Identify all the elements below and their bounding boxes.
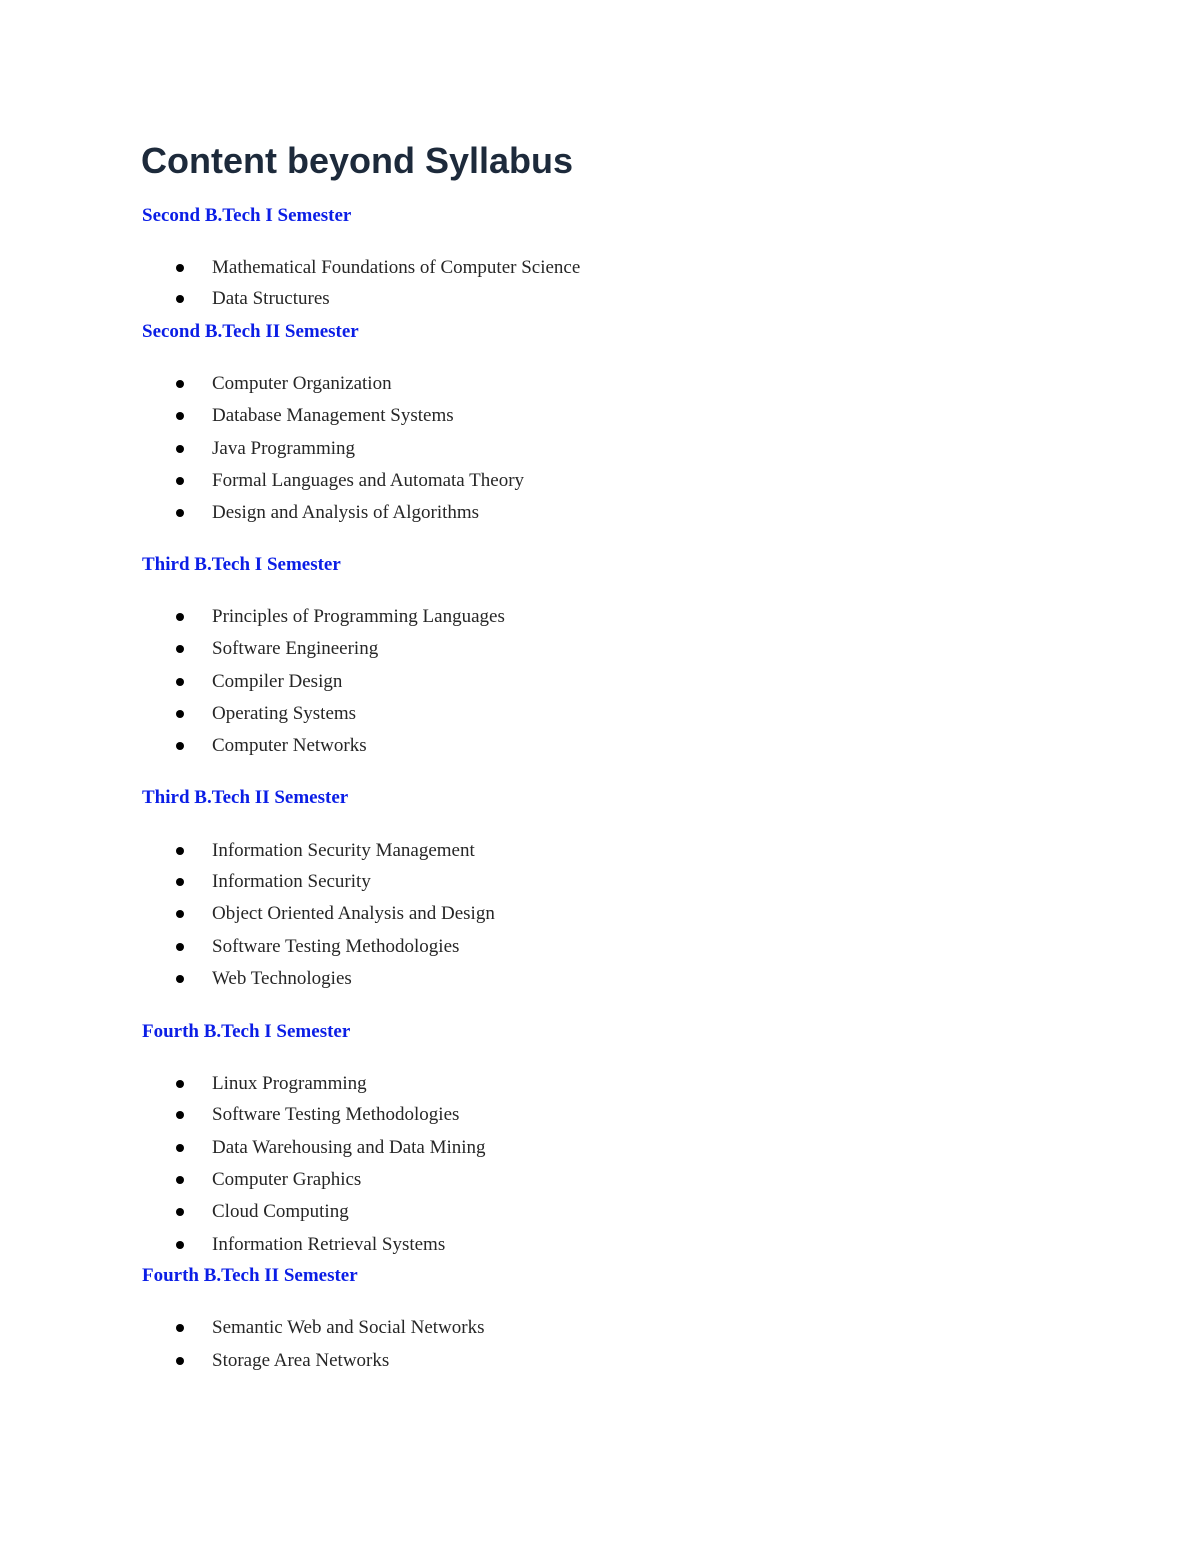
bullet-icon [176, 380, 184, 388]
course-name: Data Warehousing and Data Mining [212, 1137, 486, 1158]
course-name: Computer Networks [212, 735, 367, 756]
section-heading-fourth-btech-2: Fourth B.Tech II Semester [142, 1265, 358, 1286]
course-name: Database Management Systems [212, 405, 454, 426]
bullet-icon [176, 1324, 184, 1332]
course-name: Web Technologies [212, 968, 352, 989]
course-name: Software Testing Methodologies [212, 936, 460, 957]
section-heading-third-btech-2: Third B.Tech II Semester [142, 787, 349, 808]
section-heading-second-btech-1: Second B.Tech I Semester [142, 205, 352, 226]
course-name: Data Structures [212, 288, 330, 309]
bullet-icon [176, 878, 184, 886]
course-name: Linux Programming [212, 1073, 367, 1094]
course-name: Information Security Management [212, 840, 475, 861]
bullet-icon [176, 710, 184, 718]
course-name: Design and Analysis of Algorithms [212, 502, 480, 523]
bullet-icon [176, 477, 184, 485]
course-name: Information Retrieval Systems [212, 1234, 446, 1255]
bullet-icon [176, 1144, 184, 1152]
bullet-icon [176, 910, 184, 918]
bullet-icon [176, 742, 184, 750]
course-name: Mathematical Foundations of Computer Science [212, 257, 581, 278]
course-name: Computer Organization [212, 373, 392, 394]
bullet-icon [176, 295, 184, 303]
bullet-icon [176, 1208, 184, 1216]
bullet-icon [176, 678, 184, 686]
bullet-icon [176, 509, 184, 517]
bullet-icon [176, 1176, 184, 1184]
section-heading-fourth-btech-1: Fourth B.Tech I Semester [142, 1021, 351, 1042]
section-heading-third-btech-1: Third B.Tech I Semester [142, 554, 341, 575]
bullet-icon [176, 1241, 184, 1249]
course-name: Storage Area Networks [212, 1350, 390, 1371]
bullet-icon [176, 943, 184, 951]
bullet-icon [176, 1080, 184, 1088]
bullet-icon [176, 1357, 184, 1365]
course-name: Computer Graphics [212, 1169, 362, 1190]
bullet-icon [176, 1111, 184, 1119]
course-name: Compiler Design [212, 671, 343, 692]
bullet-icon [176, 847, 184, 855]
bullet-icon [176, 645, 184, 653]
course-name: Principles of Programming Languages [212, 606, 505, 627]
bullet-icon [176, 975, 184, 983]
course-name: Software Engineering [212, 638, 379, 659]
page-title: Content beyond Syllabus [141, 140, 574, 181]
bullet-icon [176, 264, 184, 272]
course-name: Information Security [212, 871, 371, 892]
bullet-icon [176, 613, 184, 621]
course-name: Operating Systems [212, 703, 357, 724]
course-name: Java Programming [212, 438, 356, 459]
bullet-icon [176, 412, 184, 420]
course-name: Software Testing Methodologies [212, 1104, 460, 1125]
course-name: Cloud Computing [212, 1201, 349, 1222]
course-name: Semantic Web and Social Networks [212, 1317, 485, 1338]
section-heading-second-btech-2: Second B.Tech II Semester [142, 321, 359, 342]
bullet-icon [176, 445, 184, 453]
course-name: Formal Languages and Automata Theory [212, 470, 525, 491]
course-name: Object Oriented Analysis and Design [212, 903, 495, 924]
